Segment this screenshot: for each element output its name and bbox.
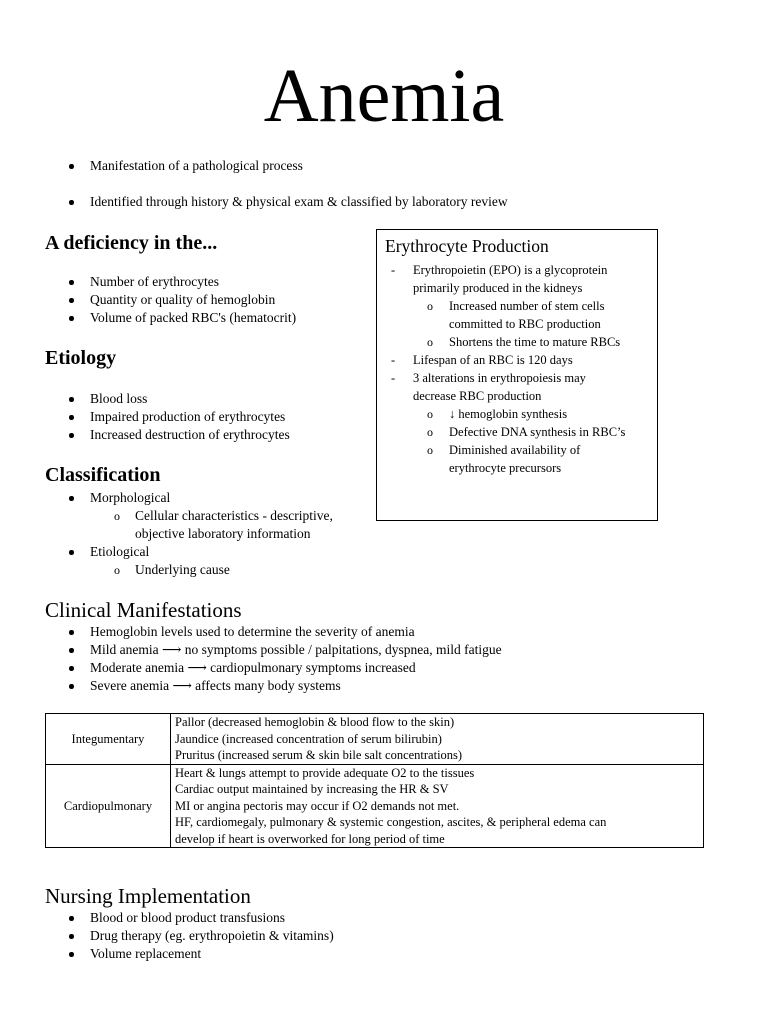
page-title: Anemia — [263, 54, 505, 138]
nursing-list — [45, 909, 645, 963]
erythrocyte-production-box — [376, 229, 658, 521]
list-item: Volume replacement — [45, 945, 645, 963]
deficiency-list — [45, 273, 365, 327]
etiology-list — [45, 390, 365, 444]
list-item: Hemoglobin levels used to determine the severity of anemia — [45, 623, 705, 641]
morphological-sublist — [90, 507, 380, 543]
table-cell-detail: Heart & lungs attempt to provide adequate O2 to the tissues Cardiac output maintained by increasing the HR & SV MI or angina pectoris may occur if O2 demands not met. HF, cardiomegaly, pulmonary & systemic congestion, ascites, & peripheral edema can develop if heart is overworked for long period of time — [171, 764, 704, 848]
list-item: - Lifespan of an RBC is 120 days — [377, 351, 657, 369]
list-item: Blood loss — [45, 390, 365, 408]
classification-list-2 — [45, 543, 375, 561]
list-item: - 3 alterations in erythropoiesis may decrease RBC production — [377, 369, 657, 405]
table-cell-detail: Pallor (decreased hemoglobin & blood flow to the skin) Jaundice (increased concentration of serum bilirubin) Pruritus (increased serum & skin bile salt concentrations) — [171, 714, 704, 765]
etiological-sublist — [90, 561, 380, 579]
box-heading: Erythrocyte Production — [385, 236, 549, 256]
etiology-heading: Etiology — [45, 347, 117, 369]
clinical-heading: Clinical Manifestations — [45, 598, 242, 622]
list-item: o Defective DNA synthesis in RBC’s — [377, 423, 657, 441]
table-row — [46, 714, 704, 765]
list-item: Drug therapy (eg. erythropoietin & vitamins) — [45, 927, 645, 945]
list-item: Impaired production of erythrocytes — [45, 408, 365, 426]
systems-table — [45, 713, 704, 848]
deficiency-heading: A deficiency in the... — [45, 232, 218, 254]
list-item: Increased destruction of erythrocytes — [45, 426, 365, 444]
box-sublist — [377, 405, 657, 477]
clinical-list — [45, 623, 705, 695]
list-item: Moderate anemia ⟶ cardiopulmonary symptoms increased — [45, 659, 705, 677]
list-item: o Diminished availability of erythrocyte precursors — [377, 441, 657, 477]
nursing-heading: Nursing Implementation — [45, 884, 251, 908]
list-item: o Underlying cause — [90, 561, 380, 579]
list-item: - Erythropoietin (EPO) is a glycoprotein primarily produced in the kidneys — [377, 261, 657, 297]
intro-list — [45, 157, 645, 211]
list-item: Severe anemia ⟶ affects many body systems — [45, 677, 705, 695]
list-item: Quantity or quality of hemoglobin — [45, 291, 365, 309]
list-item: o Increased number of stem cells committed to RBC production — [377, 297, 657, 333]
list-item: Volume of packed RBC's (hematocrit) — [45, 309, 365, 327]
list-item: Mild anemia ⟶ no symptoms possible / palpitations, dyspnea, mild fatigue — [45, 641, 705, 659]
box-sublist — [377, 297, 657, 351]
classification-list — [45, 489, 375, 507]
table-cell-system: Integumentary — [46, 714, 171, 765]
list-item: o ↓ hemoglobin synthesis — [377, 405, 657, 423]
classification-heading: Classification — [45, 464, 161, 486]
list-item: o Shortens the time to mature RBCs — [377, 333, 657, 351]
table-cell-system: Cardiopulmonary — [46, 764, 171, 848]
list-item: Identified through history & physical exam & classified by laboratory review — [45, 193, 645, 211]
list-item: Blood or blood product transfusions — [45, 909, 645, 927]
table-row — [46, 764, 704, 848]
box-list — [377, 261, 657, 297]
list-item: Number of erythrocytes — [45, 273, 365, 291]
list-item: Manifestation of a pathological process — [45, 157, 645, 175]
box-list — [377, 351, 657, 405]
list-item: o Cellular characteristics - descriptive, objective laboratory information — [90, 507, 380, 543]
list-item: Morphological — [45, 489, 375, 507]
list-item: Etiological — [45, 543, 375, 561]
